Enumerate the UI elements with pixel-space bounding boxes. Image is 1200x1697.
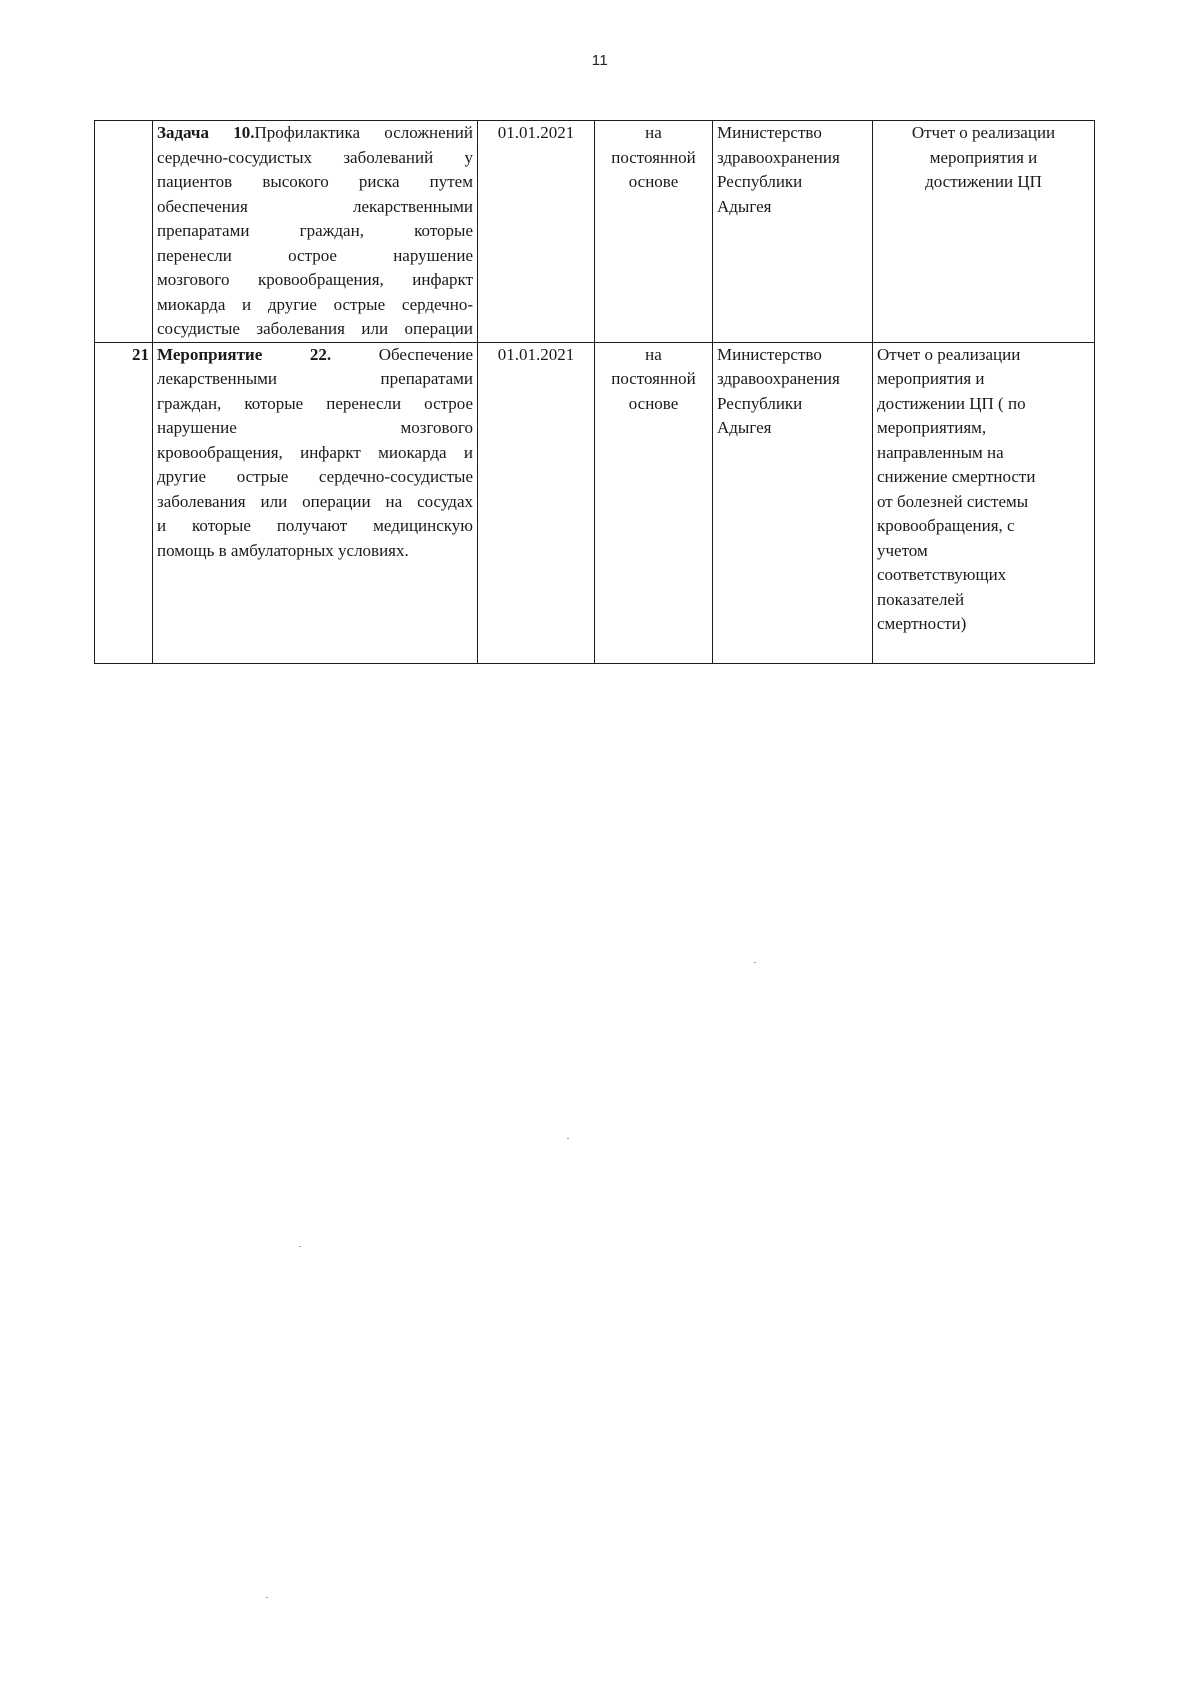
report-line: соответствующих xyxy=(877,565,1007,584)
responsible-line: здравоохранения xyxy=(717,147,840,167)
report-line: учетом xyxy=(877,540,928,560)
task-desc-line: пациентов высокого риска путем xyxy=(157,172,473,191)
measure-desc-line: Обеспечение xyxy=(378,344,473,364)
report-line: Отчет о реализации xyxy=(877,344,1021,364)
term-line: на xyxy=(645,123,662,142)
row-number-cell: 21 xyxy=(95,342,153,663)
term-cell xyxy=(595,342,713,663)
measure-desc-line: лекарственными препаратами xyxy=(157,369,473,388)
term-line: основе xyxy=(628,393,679,413)
row-number-cell xyxy=(95,121,153,343)
report-line: показателей xyxy=(877,589,965,609)
measure-desc-line: заболевания или операции на сосудах xyxy=(157,491,473,511)
measure-description-cell xyxy=(153,342,478,663)
term-line: на xyxy=(645,344,662,364)
task-desc-line: перенесли острое нарушение xyxy=(157,245,473,265)
term-line: постоянной xyxy=(611,369,696,388)
report-line: направленным на xyxy=(877,442,1004,462)
report-line: мероприятиям, xyxy=(877,418,987,437)
report-cell xyxy=(873,121,1095,343)
term-line: основе xyxy=(628,172,679,191)
scan-speck xyxy=(567,1138,569,1139)
responsible-line: Министерство xyxy=(717,123,822,142)
report-line: кровообращения, с xyxy=(877,516,1015,535)
start-date-cell: 01.01.2021 xyxy=(478,121,595,343)
responsible-line: Адыгея xyxy=(717,418,772,437)
measure-desc-line: граждан, которые перенесли острое xyxy=(157,393,473,413)
report-line: Отчет о реализации xyxy=(911,123,1056,142)
measure-desc-line: другие острые сердечно-сосудистые xyxy=(157,467,473,486)
responsible-line: здравоохранения xyxy=(717,369,840,388)
measure-desc-line: нарушение мозгового xyxy=(157,418,473,437)
report-line: достижении ЦП xyxy=(925,172,1042,191)
table-row xyxy=(95,342,1095,663)
start-date-cell: 01.01.2021 xyxy=(478,342,595,663)
table-row xyxy=(95,121,1095,343)
task-desc-line: обеспечения лекарственными xyxy=(157,196,473,216)
term-line: постоянной xyxy=(611,147,696,167)
measure-desc-line: помощь в амбулаторных условиях. xyxy=(157,540,409,560)
responsible-cell xyxy=(713,342,873,663)
responsible-line: Адыгея xyxy=(717,196,772,216)
responsible-line: Министерство xyxy=(717,344,822,364)
task-description-cell xyxy=(153,121,478,343)
scan-speck xyxy=(299,1246,301,1247)
report-line: мероприятия и xyxy=(877,369,985,388)
measure-desc-line: кровообращения, инфаркт миокарда и xyxy=(157,442,473,462)
scan-speck xyxy=(266,1597,268,1598)
report-line: достижении ЦП ( по xyxy=(877,393,1026,413)
report-line: от болезней системы xyxy=(877,491,1029,511)
task-desc-line: Профилактика осложнений xyxy=(254,123,473,142)
task-desc-line: препаратами граждан, которые xyxy=(157,221,473,240)
task-desc-line: сердечно-сосудистых заболеваний у xyxy=(157,147,473,167)
responsible-line: Республики xyxy=(717,172,803,191)
measure-title: Мероприятие 22. xyxy=(157,344,332,364)
report-line: мероприятия и xyxy=(929,147,1038,167)
report-line: снижение смертности xyxy=(877,467,1036,486)
scan-speck xyxy=(754,962,756,963)
task-desc-line: сосудистые заболевания или операции xyxy=(157,319,473,338)
task-desc-line: мозгового кровообращения, инфаркт xyxy=(157,270,473,289)
report-cell xyxy=(873,342,1095,663)
task-title: Задача 10. xyxy=(157,123,255,142)
term-cell xyxy=(595,121,713,343)
responsible-line: Республики xyxy=(717,393,803,413)
report-line: смертности) xyxy=(877,614,967,633)
page-number: 11 xyxy=(591,52,609,69)
responsible-cell xyxy=(713,121,873,343)
measure-desc-line: и которые получают медицинскую xyxy=(157,516,473,535)
measures-table xyxy=(94,120,1095,664)
task-desc-line: миокарда и другие острые сердечно- xyxy=(157,294,473,314)
